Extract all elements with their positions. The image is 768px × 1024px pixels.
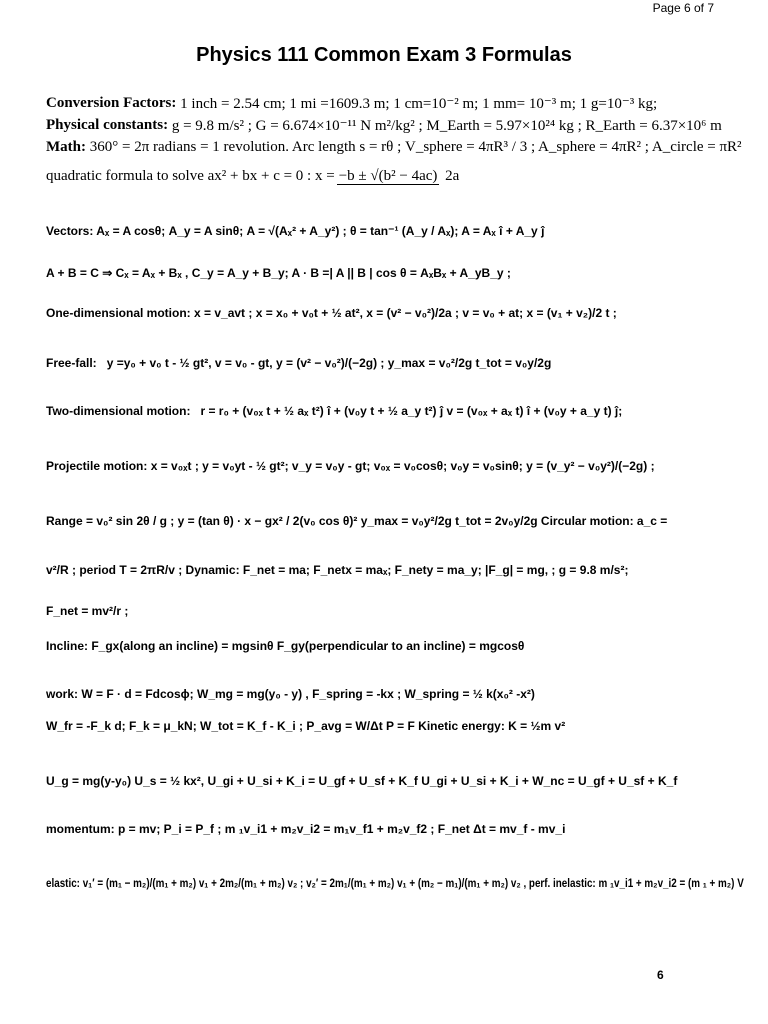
page-header-label: Page 6 of 7 (652, 1, 714, 15)
energy-conservation-line (46, 774, 677, 788)
range-text: v₀² sin 2θ / g ; y = (tan θ) · x − gx² / 2(v₀ cos θ)² y_max = v₀y²/2g t_tot = 2v₀y/2g Circular motion: a_c = (96, 514, 668, 528)
constants-label: Physical constants: (46, 117, 169, 133)
quadratic-numerator: −b ± √(b² − 4ac) (338, 168, 438, 184)
conversion-text: 1 inch = 2.54 cm; 1 mi =1609.3 m; 1 cm=10⁻² m; 1 mm= 10⁻³ m; 1 g=10⁻³ kg; (180, 96, 658, 112)
math-label: Math: (46, 139, 86, 155)
vectors-line (46, 224, 544, 238)
two-dimensional-motion-line (46, 404, 622, 418)
quadratic-fraction (337, 168, 462, 185)
two-dim-label: Two-dimensional motion: (46, 404, 191, 418)
physical-constants-line (46, 116, 722, 135)
conversion-label: Conversion Factors: (46, 95, 177, 111)
range-label: Range = (46, 514, 94, 528)
quadratic-text: quadratic formula to solve ax² + bx + c = 0 : x = (46, 168, 335, 184)
collisions-line (46, 876, 744, 890)
friction-power-line (46, 719, 565, 733)
quadratic-line (46, 168, 463, 185)
circular-dynamics-line (46, 563, 628, 577)
range-line (46, 514, 667, 528)
projectile-label: Projectile motion (46, 459, 144, 473)
free-fall-text: y =y₀ + v₀ t - ½ gt², v = v₀ - gt, y = (v² − v₀²)/(−2g) ; y_max = v₀²/2g t_tot = v₀y/2g (106, 356, 552, 370)
two-dim-text: r = r₀ + (v₀ₓ t + ½ aₓ t²) î + (v₀y t + ½ a_y t²) ĵ v = (v₀ₓ + aₓ t) î + (v₀y + a_y t) ĵ; (200, 404, 623, 418)
one-dim-text: : x = v_avt ; x = x₀ + v₀t + ½ at², x = (v² − v₀²)/2a ; v = v₀ + at; x = (v₁ + v₂)/2 t ; (186, 306, 617, 320)
vector-addition-text: A + B = C ⇒ Cₓ = Aₓ + Bₓ , C_y = A_y + B_y; A · B =| A || B | cos θ = AₓBₓ + A_yB_y ; (46, 266, 511, 280)
energy-text: U_g = mg(y-y₀) U_s = ½ kx², U_gi + U_si + K_i = U_gf + U_sf + K_f U_gi + U_si + K_i + W_nc = U_gf + U_sf + K_f (46, 774, 678, 788)
momentum-line (46, 822, 565, 836)
incline-text: Incline: F_gx(along an incline) = mgsinθ F_gy(perpendicular to an incline) = mgcosθ (46, 639, 525, 653)
conversion-factors-line (46, 94, 657, 113)
incline-line (46, 639, 524, 653)
fnet-text: F_net = mv²/r ; (46, 604, 129, 618)
constants-text: g = 9.8 m/s² ; G = 6.674×10⁻¹¹ N m²/kg² ; M_Earth = 5.97×10²⁴ kg ; R_Earth = 6.37×10⁶ m (171, 118, 722, 134)
page-number-footer: 6 (657, 968, 664, 982)
one-dimensional-motion-line (46, 306, 617, 320)
work-line (46, 687, 535, 701)
momentum-text: momentum: p = mv; P_i = P_f ; m ₁v_i1 + m₂v_i2 = m₁v_f1 + m₂v_f2 ; F_net Δt = mv_f - mv_i (46, 822, 566, 836)
free-fall-line (46, 356, 551, 370)
vector-addition-line (46, 266, 511, 280)
vectors-text: Vectors: Aₓ = A cosθ; A_y = A sinθ; A = √(Aₓ² + A_y²) ; θ = tan⁻¹ (A_y / Aₓ); A = Aₓ î + A_y ĵ (46, 224, 545, 238)
friction-text: W_fr = -F_k d; F_k = μ_kN; W_tot = K_f - K_i ; P_avg = W/Δt P = F Kinetic energy: K = ½m v² (46, 719, 566, 733)
projectile-motion-line (46, 459, 655, 473)
free-fall-label: Free-fall: (46, 356, 97, 370)
circular-text: v²/R ; period T = 2πR/v ; Dynamic: F_net = ma; F_netx = maₓ; F_nety = ma_y; |F_g| = mg, ; g = 9.8 m/s²; (46, 563, 629, 577)
fnet-line (46, 604, 128, 618)
projectile-text: : x = v₀ₓt ; y = v₀yt - ½ gt²; v_y = v₀y - gt; v₀ₓ = v₀cosθ; v₀y = v₀sinθ; y = (v_y² − v₀y²)/(−2g) ; (143, 459, 655, 473)
work-text: work: W = F · d = Fdcosϕ; W_mg = mg(y₀ - y) , F_spring = -kx ; W_spring = ½ k(x₀² -x²) (46, 687, 535, 701)
math-line (46, 139, 742, 156)
page-title: Physics 111 Common Exam 3 Formulas (196, 44, 572, 66)
quadratic-denominator: 2a (445, 168, 460, 184)
math-text: 360° = 2π radians = 1 revolution. Arc length s = rθ ; V_sphere = 4πR³ / 3 ; A_sphere = 4πR² ; A_circle = πR² (89, 139, 742, 155)
elastic-text: elastic: v₁′ = (m₁ − m₂)/(m₁ + m₂) v₁ + 2m₂/(m₁ + m₂) v₂ ; v₂′ = 2m₁/(m₁ + m₂) v₁ + (m₂ − m₁)/(m₁ + m₂) v₂ , perf. inelastic: m ₁v_i1 + m₂v_i2 = (m ₁ + m₂) V (46, 876, 744, 890)
one-dim-label: One-dimensional motion (46, 306, 187, 320)
